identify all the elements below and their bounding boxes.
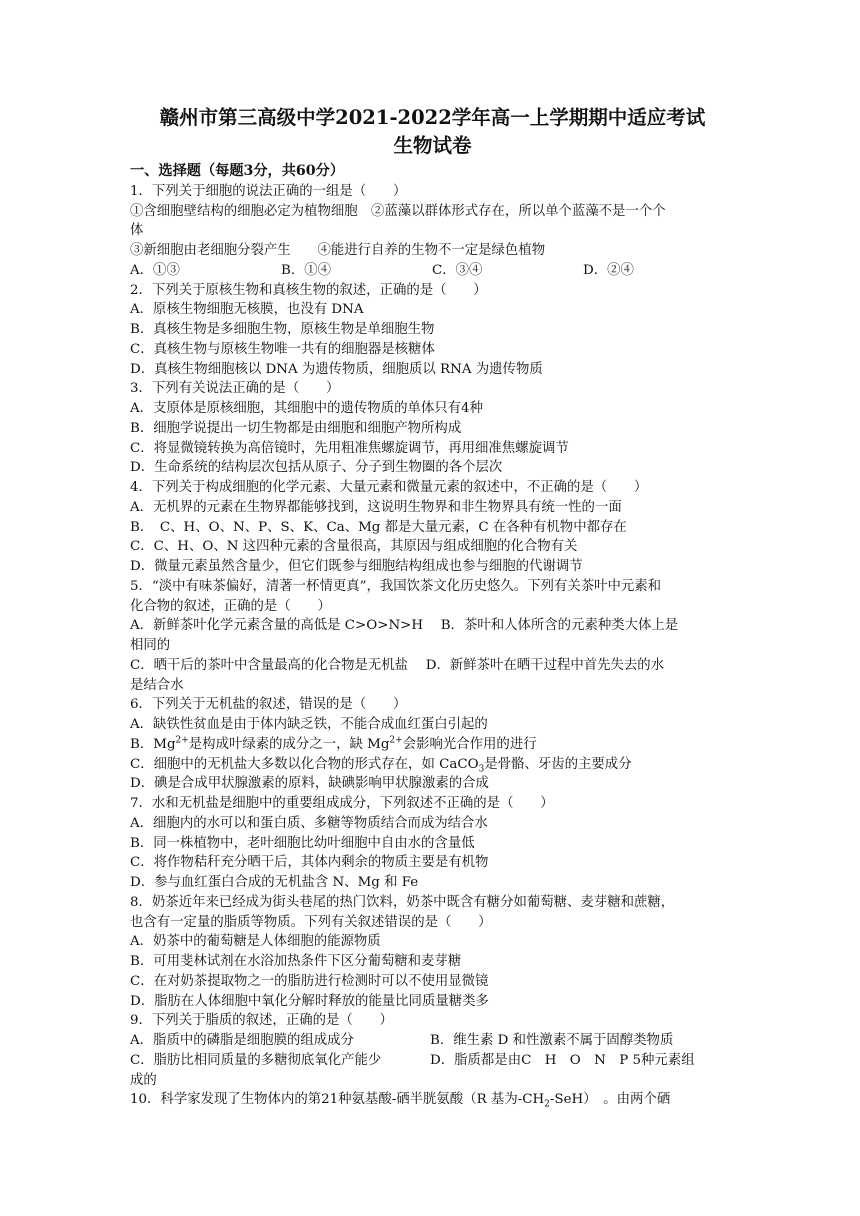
- question-stem: 2．下列关于原核生物和真核生物的叙述，正确的是（ ）: [130, 282, 487, 298]
- option-d-cont[interactable]: 成的: [130, 1072, 157, 1088]
- option-b[interactable]: B．细胞学说提出一切生物都是由细胞和细胞产物所构成: [130, 420, 462, 436]
- statement-line: ①含细胞壁结构的细胞必定为植物细胞 ②蓝藻以群体形式存在，所以单个蓝藻不是一个个: [130, 203, 666, 219]
- option-b[interactable]: B．真核生物是多细胞生物，原核生物是单细胞生物: [130, 322, 435, 337]
- option-d[interactable]: D．微量元素虽然含量少，但它们既参与细胞结构组成也参与细胞的代谢调节: [130, 559, 583, 574]
- question-stem: 7．水和无机盐是细胞中的重要组成成分，下列叙述不正确的是（ ）: [130, 796, 554, 811]
- option-c[interactable]: C．将显微镜转换为高倍镜时，先用粗准焦螺旋调节，再用细准焦螺旋调节: [130, 440, 569, 456]
- option-text: C．细胞中的无机盐大多数以化合物的形式存在，如 CaCO: [130, 756, 479, 772]
- option-d[interactable]: D．脂肪在人体细胞中氧化分解时释放的能量比同质量糖类多: [130, 993, 489, 1009]
- question-stem: 1．下列关于细胞的说法正确的一组是（ ）: [130, 183, 407, 199]
- option-d[interactable]: D．生命系统的结构层次包括从原子、分子到生物圈的各个层次: [130, 460, 503, 476]
- option-c[interactable]: C．③④: [432, 262, 483, 278]
- question-stem: 9．下列关于脂质的叙述，正确的是（ ）: [130, 1013, 393, 1029]
- stem-text: 10．科学家发现了生物体内的第21种氨基酸-硒半胱氨酸（R 基为-CH: [130, 1092, 545, 1108]
- statement-line: ③新细胞由老细胞分裂产生 ④能进行自养的生物不一定是绿色植物: [130, 243, 546, 258]
- option-b-cont[interactable]: 相同的: [130, 638, 171, 653]
- option-b[interactable]: B． C、H、O、N、P、S、K、Ca、Mg 都是大量元素，C 在各种有机物中都存在: [130, 519, 627, 535]
- question-stem: 6．下列关于无机盐的叙述，错误的是（ ）: [130, 697, 407, 713]
- option-c[interactable]: C．脂肪比相同质量的多糖彻底氧化产能少: [130, 1052, 382, 1068]
- options-row: [130, 261, 735, 281]
- question-6: [130, 695, 735, 794]
- option-text: 是构成叶绿素的成分之一，缺 Mg: [188, 736, 390, 752]
- option-a[interactable]: A．①③: [130, 262, 180, 278]
- question-4: [130, 478, 735, 577]
- superscript: 2+: [389, 735, 403, 746]
- option-text: 是骨骼、牙齿的主要成分: [484, 756, 632, 772]
- question-stem-cont: 也含有一定量的脂质等物质。下列有关叙述错误的是（ ）: [130, 914, 492, 930]
- option-a-b[interactable]: A．新鲜茶叶化学元素含量的高低是 C>O>N>H B．茶叶和人体所含的元素种类大体上是: [130, 618, 679, 634]
- options-row: [130, 1031, 735, 1051]
- question-1: [130, 182, 735, 281]
- option-c-d[interactable]: C．晒干后的茶叶中含量最高的化合物是无机盐 D．新鲜茶叶在晒干过程中首先失去的水: [130, 657, 665, 673]
- question-stem: [130, 1090, 735, 1110]
- question-stem: 5．“淡中有味茶偏好，清著一杯情更真”，我国饮茶文化历史悠久。下列有关茶叶中元素和: [130, 578, 662, 594]
- option-a[interactable]: A．缺铁性贫血是由于体内缺乏铁，不能合成血红蛋白引起的: [130, 717, 488, 732]
- option-d[interactable]: D．真核生物细胞核以 DNA 为遗传物质，细胞质以 RNA 为遗传物质: [130, 361, 543, 377]
- option-c[interactable]: [130, 755, 735, 775]
- option-b[interactable]: B．维生素 D 和性激素不属于固醇类物质: [430, 1033, 674, 1048]
- section-heading: 一、选择题（每题3分，共60分）: [130, 163, 345, 179]
- subscript: 3: [478, 764, 485, 775]
- option-a[interactable]: A．原核生物细胞无核膜，也没有 DNA: [130, 302, 364, 318]
- question-stem: 8．奶茶近年来已经成为街头巷尾的热门饮料，奶茶中既含有糖分如葡萄糖、麦芽糖和蔗糖，: [130, 894, 675, 910]
- exam-page: [130, 104, 735, 1110]
- option-a[interactable]: A．脂质中的磷脂是细胞膜的组成成分: [130, 1033, 354, 1048]
- option-c[interactable]: C．真核生物与原核生物唯一共有的细胞器是核糖体: [130, 341, 435, 357]
- option-b[interactable]: B．同一株植物中，老叶细胞比幼叶细胞中自由水的含量低: [130, 835, 475, 851]
- option-a[interactable]: A．奶茶中的葡萄糖是人体细胞的能源物质: [130, 934, 381, 950]
- question-stem-cont: 化合物的叙述，正确的是（ ）: [130, 598, 331, 614]
- option-a[interactable]: A．无机界的元素在生物界都能够找到，这说明生物界和非生物界具有统一性的一面: [130, 499, 622, 515]
- option-d[interactable]: D．碘是合成甲状腺激素的原料，缺碘影响甲状腺激素的合成: [130, 776, 489, 792]
- option-text: B．Mg: [130, 736, 176, 752]
- option-b[interactable]: B．①④: [281, 262, 332, 278]
- option-c[interactable]: C．C、H、O、N 这四种元素的含量很高，其原因与组成细胞的化合物有关: [130, 539, 578, 555]
- stem-text: -SeH） 。由两个硒: [549, 1092, 671, 1108]
- option-a[interactable]: A．支原体是原核细胞，其细胞中的遗传物质的单体只有4种: [130, 401, 483, 416]
- option-text: 会影响光合作用的进行: [402, 736, 537, 752]
- option-c[interactable]: C．将作物秸秆充分晒干后，其体内剩余的物质主要是有机物: [130, 855, 489, 871]
- question-10: [130, 1090, 735, 1110]
- option-c[interactable]: C．在对奶茶提取物之一的脂肪进行检测时可以不使用显微镜: [130, 973, 489, 989]
- question-3: [130, 379, 735, 478]
- exam-subtitle: 生物试卷: [393, 134, 472, 157]
- question-9: [130, 1011, 735, 1090]
- option-b[interactable]: B．可用斐林试剂在水浴加热条件下区分葡萄糖和麦芽糖: [130, 954, 462, 969]
- options-row: [130, 1051, 735, 1071]
- question-stem: 3．下列有关说法正确的是（ ）: [130, 381, 340, 397]
- option-d[interactable]: D．参与血红蛋白合成的无机盐含 N、Mg 和 Fe: [130, 875, 419, 890]
- option-d[interactable]: D．②④: [583, 262, 634, 278]
- option-d[interactable]: D．脂质都是由C H O N P 5种元素组: [430, 1052, 695, 1068]
- option-a[interactable]: A．细胞内的水可以和蛋白质、多糖等物质结合而成为结合水: [130, 815, 488, 831]
- question-2: [130, 281, 735, 380]
- option-d-cont[interactable]: 是结合水: [130, 677, 184, 693]
- question-7: [130, 794, 735, 893]
- subscript: 2: [544, 1099, 550, 1110]
- question-stem: 4．下列关于构成细胞的化学元素、大量元素和微量元素的叙述中，不正确的是（ ）: [130, 480, 648, 495]
- superscript: 2+: [175, 735, 189, 746]
- question-5: [130, 577, 735, 696]
- exam-title: 赣州市第三高级中学2021-2022学年高一上学期期中适应考试: [159, 106, 706, 129]
- statement-line: 体: [130, 223, 144, 239]
- question-8: [130, 893, 735, 1012]
- option-b[interactable]: [130, 735, 735, 755]
